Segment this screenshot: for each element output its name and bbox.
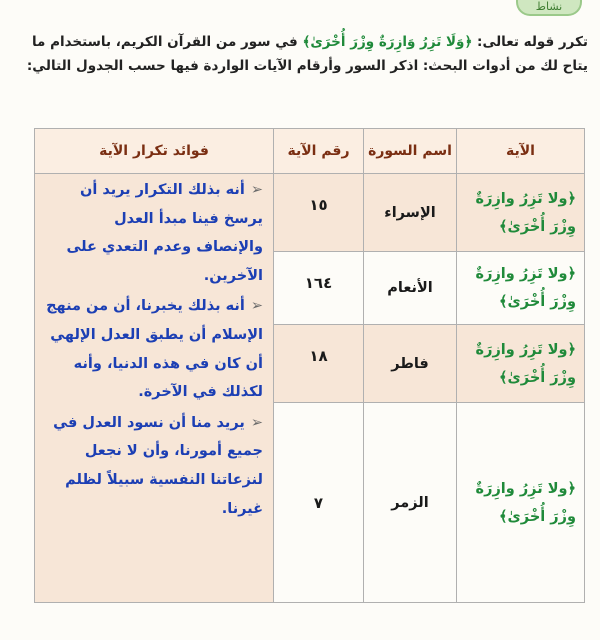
benefit-item — [43, 292, 263, 406]
benefit-text: أنه بذلك التكرار يريد أن يرسخ فينا مبدأ العدل والإنصاف وعدم التعدي على الآخرين. — [66, 182, 263, 284]
number-cell: ١٦٤ — [274, 252, 364, 325]
benefit-text: أنه بذلك يخبرنا، أن من منهج الإسلام أن يطبق العدل الإلهي أن كان في هذه الدنيا، وأنه لكذلك في الآخرة. — [46, 298, 263, 401]
arrow-bullet-icon: ➢ — [250, 182, 263, 198]
number-cell: ٧ — [274, 403, 364, 603]
instructions-lead: تكرر قوله تعالى: — [472, 34, 588, 50]
benefit-item — [43, 176, 263, 290]
number-cell: ١٨ — [274, 325, 364, 403]
header-benefits: فوائد تكرار الآية — [35, 129, 274, 174]
header-verse: الآية — [457, 129, 585, 174]
surah-cell: الأنعام — [364, 252, 457, 325]
number-cell: ١٥ — [274, 174, 364, 252]
header-surah: اسم السورة — [364, 129, 457, 174]
header-number: رقم الآية — [274, 129, 364, 174]
activity-instructions — [10, 30, 588, 78]
instructions-body: في سور من القرآن الكريم، باستخدام ما يتاح لك من أدوات البحث: اذكر السور وأرقام الآيات الواردة فيها حسب الجدول التالي: — [26, 34, 588, 74]
verse-cell: ﴿ولا تَزِرُ وازِرَةٌ وِزْرَ أُخْرَىٰ﴾ — [457, 403, 585, 603]
benefit-text: يريد منا أن نسود العدل في جميع أمورنا، وأن لا نجعل لنزعاتنا النفسية سبيلاً لظلم غيرنا. — [53, 414, 263, 517]
arrow-bullet-icon: ➢ — [250, 414, 263, 431]
quoted-verse: ﴿وَلَا تَزِرُ وَازِرَةٌ وِزْرَ أُخْرَىٰ﴾ — [302, 34, 473, 50]
table-header-row — [35, 129, 585, 174]
benefits-cell — [35, 174, 274, 603]
verse-repetition-table — [34, 128, 585, 603]
verse-cell: ﴿ولا تَزِرُ وازِرَةٌ وِزْرَ أُخْرَىٰ﴾ — [457, 174, 585, 252]
activity-tab — [516, 0, 582, 16]
verse-cell: ﴿ولا تَزِرُ وازِرَةٌ وِزْرَ أُخْرَىٰ﴾ — [457, 325, 585, 403]
surah-cell: فاطر — [364, 325, 457, 403]
benefit-item — [43, 409, 263, 523]
table-row — [35, 174, 585, 252]
verse-cell: ﴿ولا تَزِرُ وازِرَةٌ وِزْرَ أُخْرَىٰ﴾ — [457, 252, 585, 325]
surah-cell: الإسراء — [364, 174, 457, 252]
arrow-bullet-icon: ➢ — [250, 298, 263, 315]
activity-tab-label: نشاط — [535, 0, 563, 13]
surah-cell: الزمر — [364, 403, 457, 603]
